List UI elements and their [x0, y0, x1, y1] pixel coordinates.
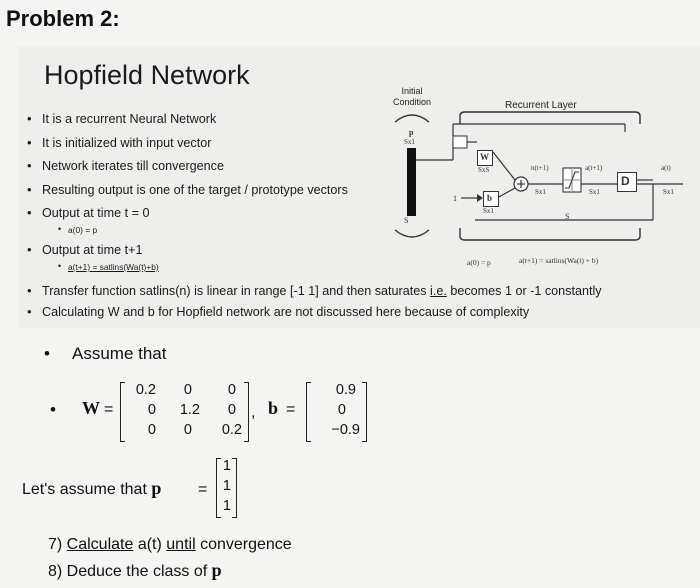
p-cell: 1 — [222, 458, 231, 474]
slide-title: Hopfield Network — [44, 60, 250, 90]
sub-bullet-at1: • a(t+1) = satlins(Wa(t)+b) — [58, 261, 159, 272]
W-cell: 0 — [227, 382, 236, 398]
b-symbol: b — [268, 398, 279, 418]
diagram-eq-a0: a(0) = p — [467, 258, 491, 267]
b-cell: 0.9 — [335, 382, 356, 398]
W-bracket-right — [244, 382, 249, 442]
W-cell: 0 — [147, 402, 156, 418]
p-assumption-text: Let's assume that p — [22, 478, 162, 498]
initial-condition-label: Initial Condition — [393, 86, 432, 107]
bullet-iterates: • Network iterates till convergence — [27, 158, 224, 173]
W-cell: 0 — [183, 382, 192, 398]
question-8: 8) Deduce the class of p — [48, 560, 222, 580]
b-vector — [310, 382, 360, 442]
diagram-s-left: S — [404, 216, 409, 225]
W-cell: 0.2 — [221, 422, 242, 438]
diagram-p-label: p — [409, 128, 414, 137]
W-symbol: W — [82, 398, 100, 418]
assume-bullet: • Assume that — [44, 344, 167, 363]
diagram-n-dim: Sx1 — [535, 188, 546, 196]
bullet-recurrent: • It is a recurrent Neural Network — [27, 111, 217, 126]
diagram-a-label: a(t+1) — [585, 164, 603, 172]
W-matrix — [124, 382, 244, 442]
bullet-output-t0: • Output at time t = 0 — [27, 205, 150, 220]
diagram-b: b — [487, 193, 493, 203]
equals-sign-W: = — [104, 401, 114, 418]
b-cell: −0.9 — [331, 422, 360, 438]
W-cell: 0 — [227, 402, 236, 418]
p-vector — [220, 458, 232, 518]
p-cell: 1 — [222, 498, 231, 514]
W-cell: 0.2 — [135, 382, 156, 398]
diagram-at-label: a(t) — [661, 164, 671, 172]
diagram-n-label: n(t+1) — [531, 164, 549, 172]
question-7: 7) Calculate a(t) until convergence — [48, 536, 292, 553]
diagram-W: W — [480, 152, 489, 162]
p-bracket-right — [232, 458, 237, 518]
b-cell: 0 — [337, 402, 346, 418]
W-cell: 1.2 — [179, 402, 200, 418]
p-cell: 1 — [222, 478, 231, 494]
bullet-calculating: • Calculating W and b for Hopfield network are not discussed here because of complexity — [27, 304, 530, 319]
bullet-transfer: • Transfer function satlins(n) is linear in range [-1 1] and then saturates i.e. becomes 1 or -1 constantly — [27, 283, 602, 298]
diagram-b-dim: Sx1 — [483, 207, 494, 215]
comma: , — [251, 404, 256, 421]
bullet-initialized: • It is initialized with input vector — [27, 135, 212, 150]
diagram-one: 1 — [453, 194, 457, 203]
equals-sign-p: = — [198, 481, 208, 498]
sub-bullet-a0: • a(0) = p — [58, 224, 98, 235]
problem-title: Problem 2: — [6, 6, 120, 31]
bullet-output-target: • Resulting output is one of the target / prototype vectors — [27, 182, 348, 197]
diagram-p-dim: Sx1 — [404, 138, 415, 146]
diagram-at-dim: Sx1 — [663, 188, 674, 196]
hopfield-diagram — [385, 80, 685, 270]
b-bracket-right — [362, 382, 367, 442]
equals-sign-b: = — [286, 401, 296, 418]
diagram-s-right: S — [565, 212, 570, 221]
diagram-eq-at1: a(t+1) = satlins(Wa(t) + b) — [519, 256, 599, 265]
bullet-output-t1: • Output at time t+1 — [27, 242, 143, 257]
matrix-bullet-dot: • — [50, 400, 56, 419]
diagram-D: D — [621, 174, 630, 188]
diagram-a-dim: Sx1 — [589, 188, 600, 196]
W-cell: 0 — [183, 422, 192, 438]
diagram-W-dim: SxS — [478, 166, 490, 174]
recurrent-layer-label: Recurrent Layer — [505, 100, 577, 111]
W-cell: 0 — [147, 422, 156, 438]
